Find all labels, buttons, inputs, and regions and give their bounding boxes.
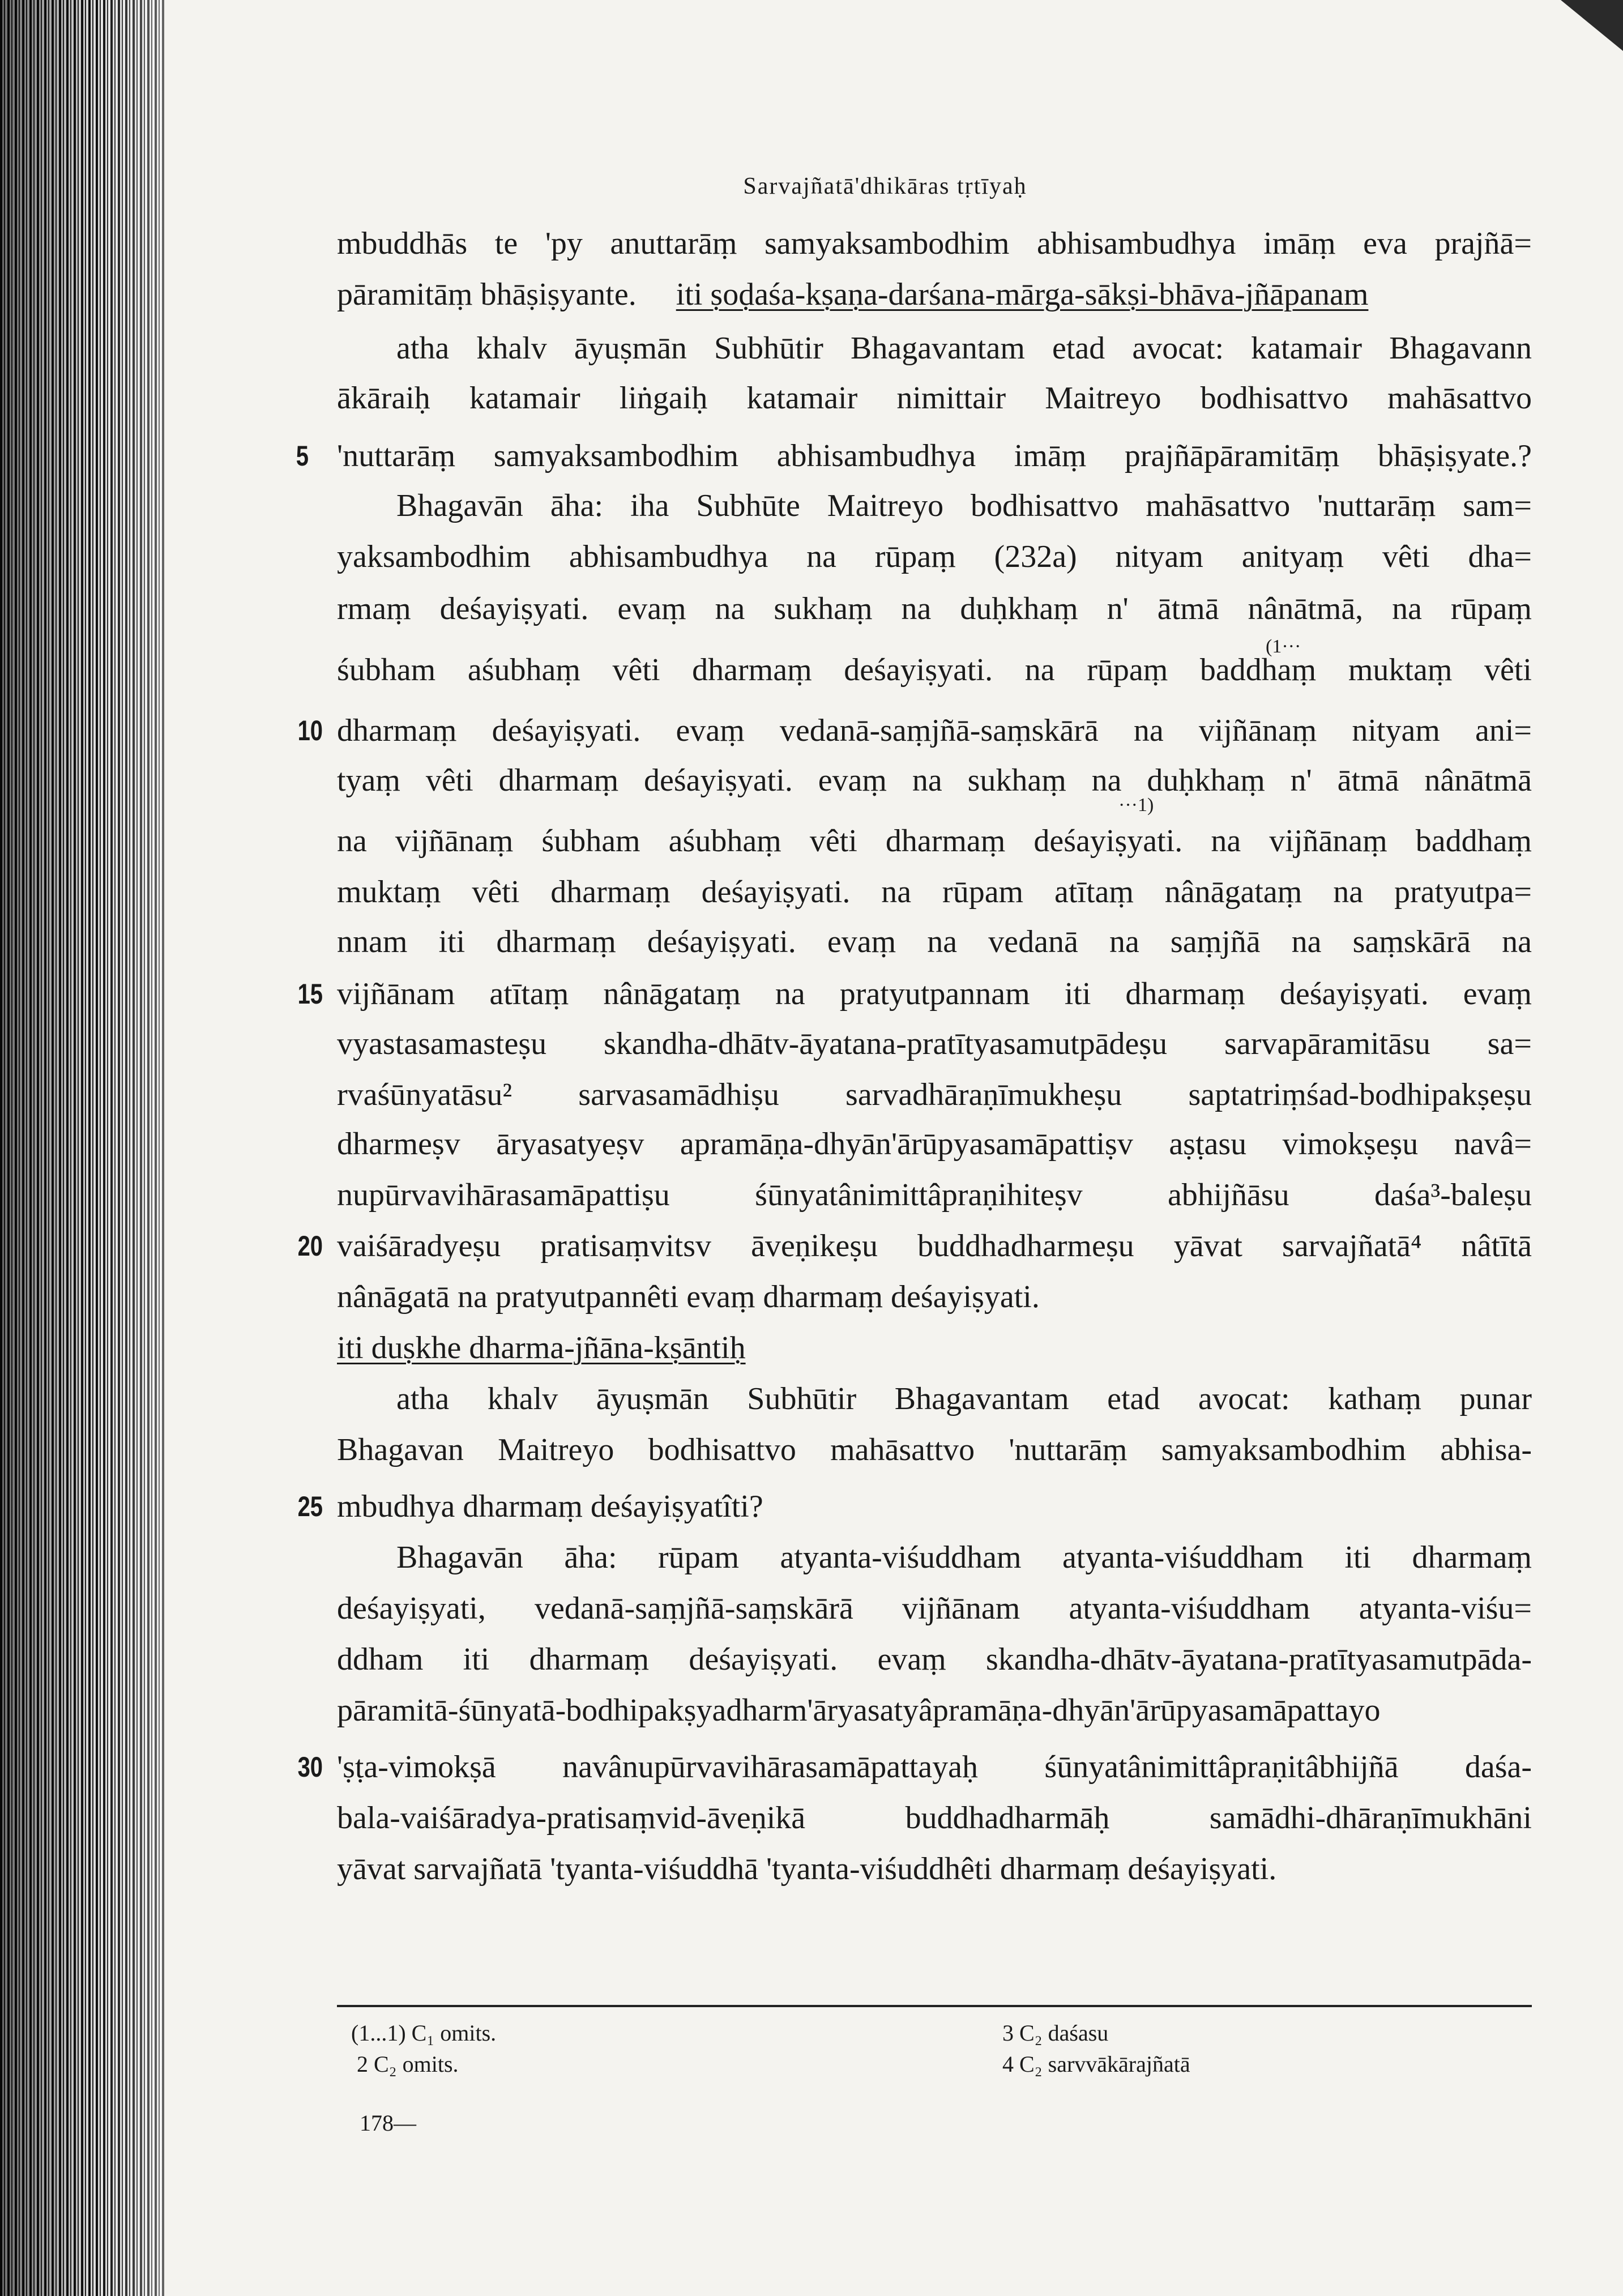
footnote-1: (1...1) C₁ omits. <box>351 2020 497 2046</box>
line-text: 'ṣṭa-vimokṣā navânupūrvavihārasamāpattayaḥ śūnyatânimittâpraṇitâbhijñā daśa- <box>337 1749 1532 1785</box>
text-line <box>337 974 1532 1014</box>
footnote-4: 4 C₂ sarvvākārajñatā <box>1002 2051 1190 2077</box>
line-text: tyaṃ vêti dharmaṃ deśayiṣyati. evaṃ na sukhaṃ na duḥkhaṃ n' ātmā nânātmā <box>337 763 1532 798</box>
footnote-2: 2 C₂ omits. <box>357 2051 459 2077</box>
line-number: 15 <box>297 978 323 1010</box>
line-text: vijñānam atītaṃ nânāgataṃ na pratyutpannam iti dharmaṃ deśayiṣyati. evaṃ <box>337 976 1532 1012</box>
line-number: 10 <box>297 715 323 746</box>
text-line <box>337 1328 1532 1368</box>
line-number: 20 <box>297 1230 323 1262</box>
line-number: 30 <box>297 1751 323 1783</box>
line-text: Bhagavan Maitreyo bodhisattvo mahāsattvo 'nuttarāṃ samyaksambodhim abhisa- <box>337 1432 1532 1467</box>
page-number: 178— <box>360 2110 416 2136</box>
line-text: yaksambodhim abhisambudhya na rūpaṃ (232a) nityam anityaṃ vêti dha= <box>337 539 1532 574</box>
variant-marker-open: (1··· <box>1266 636 1301 657</box>
line-text: rvaśūnyatāsu² sarvasamādhiṣu sarvadhāraṇīmukheṣu saptatriṃśad-bodhipakṣeṣu <box>337 1077 1532 1112</box>
variant-marker-close: ···1) <box>1118 795 1154 816</box>
spine-gradient <box>0 0 164 2296</box>
line-text: muktaṃ vêti dharmaṃ deśayiṣyati. na rūpam atītaṃ nânāgataṃ na pratyutpa= <box>337 874 1532 910</box>
text-line <box>337 1640 1532 1679</box>
line-text: atha khalv āyuṣmān Subhūtir Bhagavantam etad avocat: kathaṃ punar <box>396 1381 1532 1416</box>
text-line <box>337 1849 1532 1889</box>
text-line <box>337 1487 1532 1526</box>
page-corner <box>1561 0 1623 51</box>
text-line <box>396 1538 1532 1577</box>
text-line <box>337 711 1532 750</box>
text-line <box>396 1379 1532 1419</box>
line-number: 5 <box>296 440 309 472</box>
text-line <box>337 1226 1532 1266</box>
text-line <box>337 537 1532 577</box>
line-text: dharmaṃ deśayiṣyati. evaṃ vedanā-saṃjñā-saṃskārā na vijñānaṃ nityam ani= <box>337 713 1532 748</box>
text-line <box>337 872 1532 912</box>
text-line <box>337 275 1532 314</box>
text-line <box>337 1075 1532 1115</box>
line-text: vaiśāradyeṣu pratisaṃvitsv āveṇikeṣu buddhadharmeṣu yāvat sarvajñatā⁴ nâtītā <box>337 1228 1532 1264</box>
line-text: Bhagavān āha: iha Subhūte Maitreyo bodhisattvo mahāsattvo 'nuttarāṃ sam= <box>396 488 1532 523</box>
line-text: 'nuttarāṃ samyaksambodhim abhisambudhya imāṃ prajñāpāramitāṃ bhāṣiṣyate.? <box>337 438 1532 473</box>
line-text: nupūrvavihārasamāpattiṣu śūnyatânimittâpraṇihiteṣv abhijñāsu daśa³-baleṣu <box>337 1177 1532 1213</box>
line-text: nnam iti dharmaṃ deśayiṣyati. evaṃ na vedanā na saṃjñā na saṃskārā na <box>337 924 1532 959</box>
text-line <box>337 589 1532 629</box>
line-text: śubham aśubhaṃ vêti dharmaṃ deśayiṣyati. na rūpaṃ baddhaṃ muktaṃ vêti <box>337 652 1532 688</box>
section-colophon: iti ṣoḍaśa-kṣaṇa-darśana-mārga-sākṣi-bhāva-jñāpanam <box>676 277 1369 312</box>
text-line <box>337 761 1532 800</box>
line-text: deśayiṣyati, vedanā-saṃjñā-saṃskārā vijñānam atyanta-viśuddham atyanta-viśu= <box>337 1591 1532 1626</box>
footnote-3: 3 C₂ daśasu <box>1002 2020 1109 2046</box>
line-text: Bhagavān āha: rūpam atyanta-viśuddham atyanta-viśuddham iti dharmaṃ <box>396 1540 1532 1575</box>
line-text: vyastasamasteṣu skandha-dhātv-āyatana-pratītyasamutpādeṣu sarvapāramitāsu sa= <box>337 1026 1532 1061</box>
line-number: 25 <box>297 1491 323 1522</box>
text-line <box>337 224 1532 263</box>
line-text: na vijñānaṃ śubham aśubhaṃ vêti dharmaṃ deśayiṣyati. na vijñānaṃ baddhaṃ <box>337 823 1532 859</box>
line-text: bala-vaiśāradya-pratisaṃvid-āveṇikā buddhadharmāḥ samādhi-dhāraṇīmukhāni <box>337 1800 1532 1836</box>
text-line <box>337 378 1532 418</box>
line-text: dharmeṣv āryasatyeṣv apramāṇa-dhyān'ārūpyasamāpattiṣv aṣṭasu vimokṣeṣu navâ= <box>337 1126 1532 1162</box>
text-line <box>337 1747 1532 1787</box>
line-text: pāramitā-śūnyatā-bodhipakṣyadharm'āryasatyâpramāṇa-dhyān'ārūpyasamāpattayo <box>337 1693 1381 1728</box>
text-line <box>337 1124 1532 1164</box>
line-text: yāvat sarvajñatā 'tyanta-viśuddhā 'tyanta-viśuddhêti dharmaṃ deśayiṣyati. <box>337 1851 1277 1887</box>
running-head: Sarvajñatā'dhikāras tṛtīyaḥ <box>743 173 1027 199</box>
line-text: atha khalv āyuṣmān Subhūtir Bhagavantam etad avocat: katamair Bhagavann <box>396 331 1532 366</box>
text-line <box>337 650 1532 690</box>
line-text: mbuddhās te 'py anuttarāṃ samyaksambodhim abhisambudhya imāṃ eva prajñā= <box>337 226 1532 261</box>
line-text: ddham iti dharmaṃ deśayiṣyati. evaṃ skandha-dhātv-āyatana-pratītyasamutpāda- <box>337 1642 1532 1677</box>
text-line <box>337 1589 1532 1628</box>
text-line <box>337 1691 1532 1730</box>
line-text: nânāgatā na pratyutpannêti evaṃ dharmaṃ deśayiṣyati. <box>337 1279 1040 1315</box>
text-line <box>337 1430 1532 1470</box>
text-line <box>337 1798 1532 1838</box>
text-line <box>337 821 1532 861</box>
text-line <box>337 1175 1532 1215</box>
text-line <box>337 1277 1532 1317</box>
text-line <box>396 486 1532 526</box>
line-text: pāramitāṃ bhāṣiṣyante. <box>337 277 637 312</box>
line-text: rmaṃ deśayiṣyati. evaṃ na sukhaṃ na duḥkhaṃ n' ātmā nânātmā, na rūpaṃ <box>337 591 1532 626</box>
text-line <box>337 436 1532 476</box>
text-line <box>396 328 1532 368</box>
line-text: iti duṣkhe dharma-jñāna-kṣāntiḥ <box>337 1330 746 1365</box>
line-text: mbudhya dharmaṃ deśayiṣyatîti? <box>337 1489 763 1524</box>
footnote-rule <box>337 2005 1532 2007</box>
text-line <box>337 1024 1532 1064</box>
line-text: ākāraiḥ katamair liṅgaiḥ katamair nimittair Maitreyo bodhisattvo mahāsattvo <box>337 381 1532 416</box>
text-line <box>337 922 1532 962</box>
